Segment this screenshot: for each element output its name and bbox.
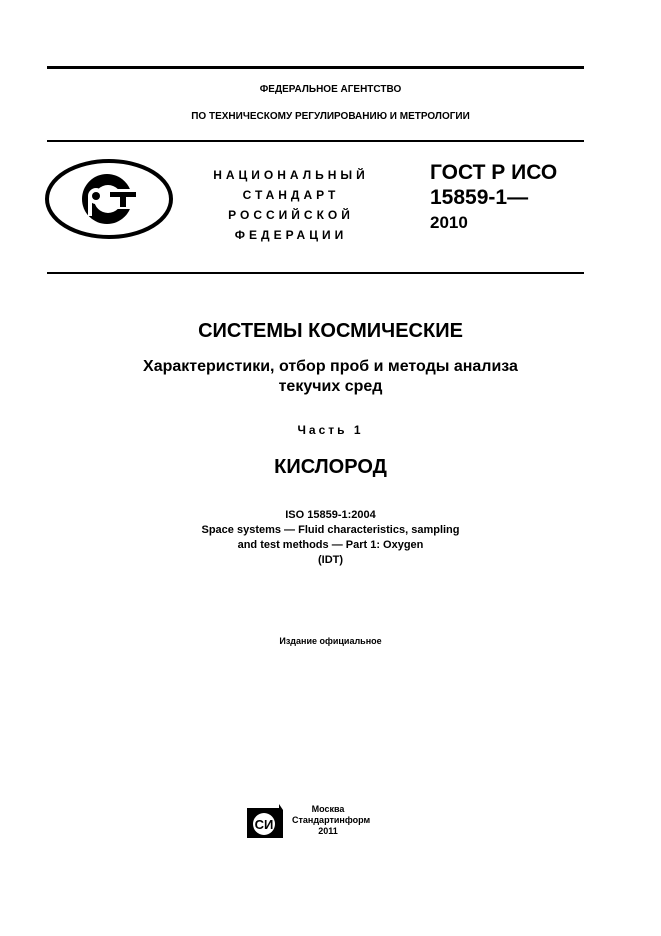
standard-type bbox=[196, 165, 386, 245]
designation bbox=[430, 160, 557, 235]
part-label: Часть 1 bbox=[297, 423, 364, 437]
publisher-year: 2011 bbox=[318, 826, 338, 836]
iso-line: Space systems — Fluid characteristics, sampling bbox=[201, 524, 460, 536]
standartinform-logo-icon bbox=[245, 804, 285, 840]
title-main: СИСТЕМЫ КОСМИЧЕСКИЕ bbox=[198, 320, 463, 342]
standard-type-line: СТАНДАРТ bbox=[242, 188, 340, 202]
iso-reference bbox=[0, 508, 661, 568]
standard-type-line: РОССИЙСКОЙ bbox=[228, 208, 354, 222]
title-sub-1: Характеристики, отбор проб и методы анализа bbox=[143, 358, 518, 375]
iso-line: (IDT) bbox=[317, 554, 344, 566]
designation-line-3: 2010 bbox=[430, 213, 468, 232]
designation-line-1: ГОСТ Р ИСО bbox=[430, 161, 558, 184]
iso-line: ISO 15859-1:2004 bbox=[285, 509, 376, 521]
rst-logo-icon bbox=[44, 158, 174, 240]
standard-type-line: НАЦИОНАЛЬНЫЙ bbox=[213, 168, 369, 182]
header-rule bbox=[47, 140, 584, 142]
designation-line-2: 15859-1— bbox=[430, 186, 529, 209]
part-title: КИСЛОРОД bbox=[274, 456, 387, 478]
publisher-city: Москва bbox=[311, 804, 345, 814]
publisher-name: Стандартинформ bbox=[292, 815, 371, 825]
top-rule bbox=[47, 66, 584, 69]
publisher bbox=[292, 804, 371, 837]
title-sub-2: текучих сред bbox=[278, 378, 383, 395]
agency-line-1: ФЕДЕРАЛЬНОЕ АГЕНТСТВО bbox=[259, 84, 402, 95]
edition-label: Издание официальное bbox=[279, 636, 382, 646]
logo-text: СИ bbox=[254, 817, 274, 832]
iso-line: and test methods — Part 1: Oxygen bbox=[237, 539, 424, 551]
designation-rule bbox=[47, 272, 584, 274]
standard-type-line: ФЕДЕРАЦИИ bbox=[234, 228, 348, 242]
agency-line-2: ПО ТЕХНИЧЕСКОМУ РЕГУЛИРОВАНИЮ И МЕТРОЛОГИИ bbox=[191, 111, 470, 122]
